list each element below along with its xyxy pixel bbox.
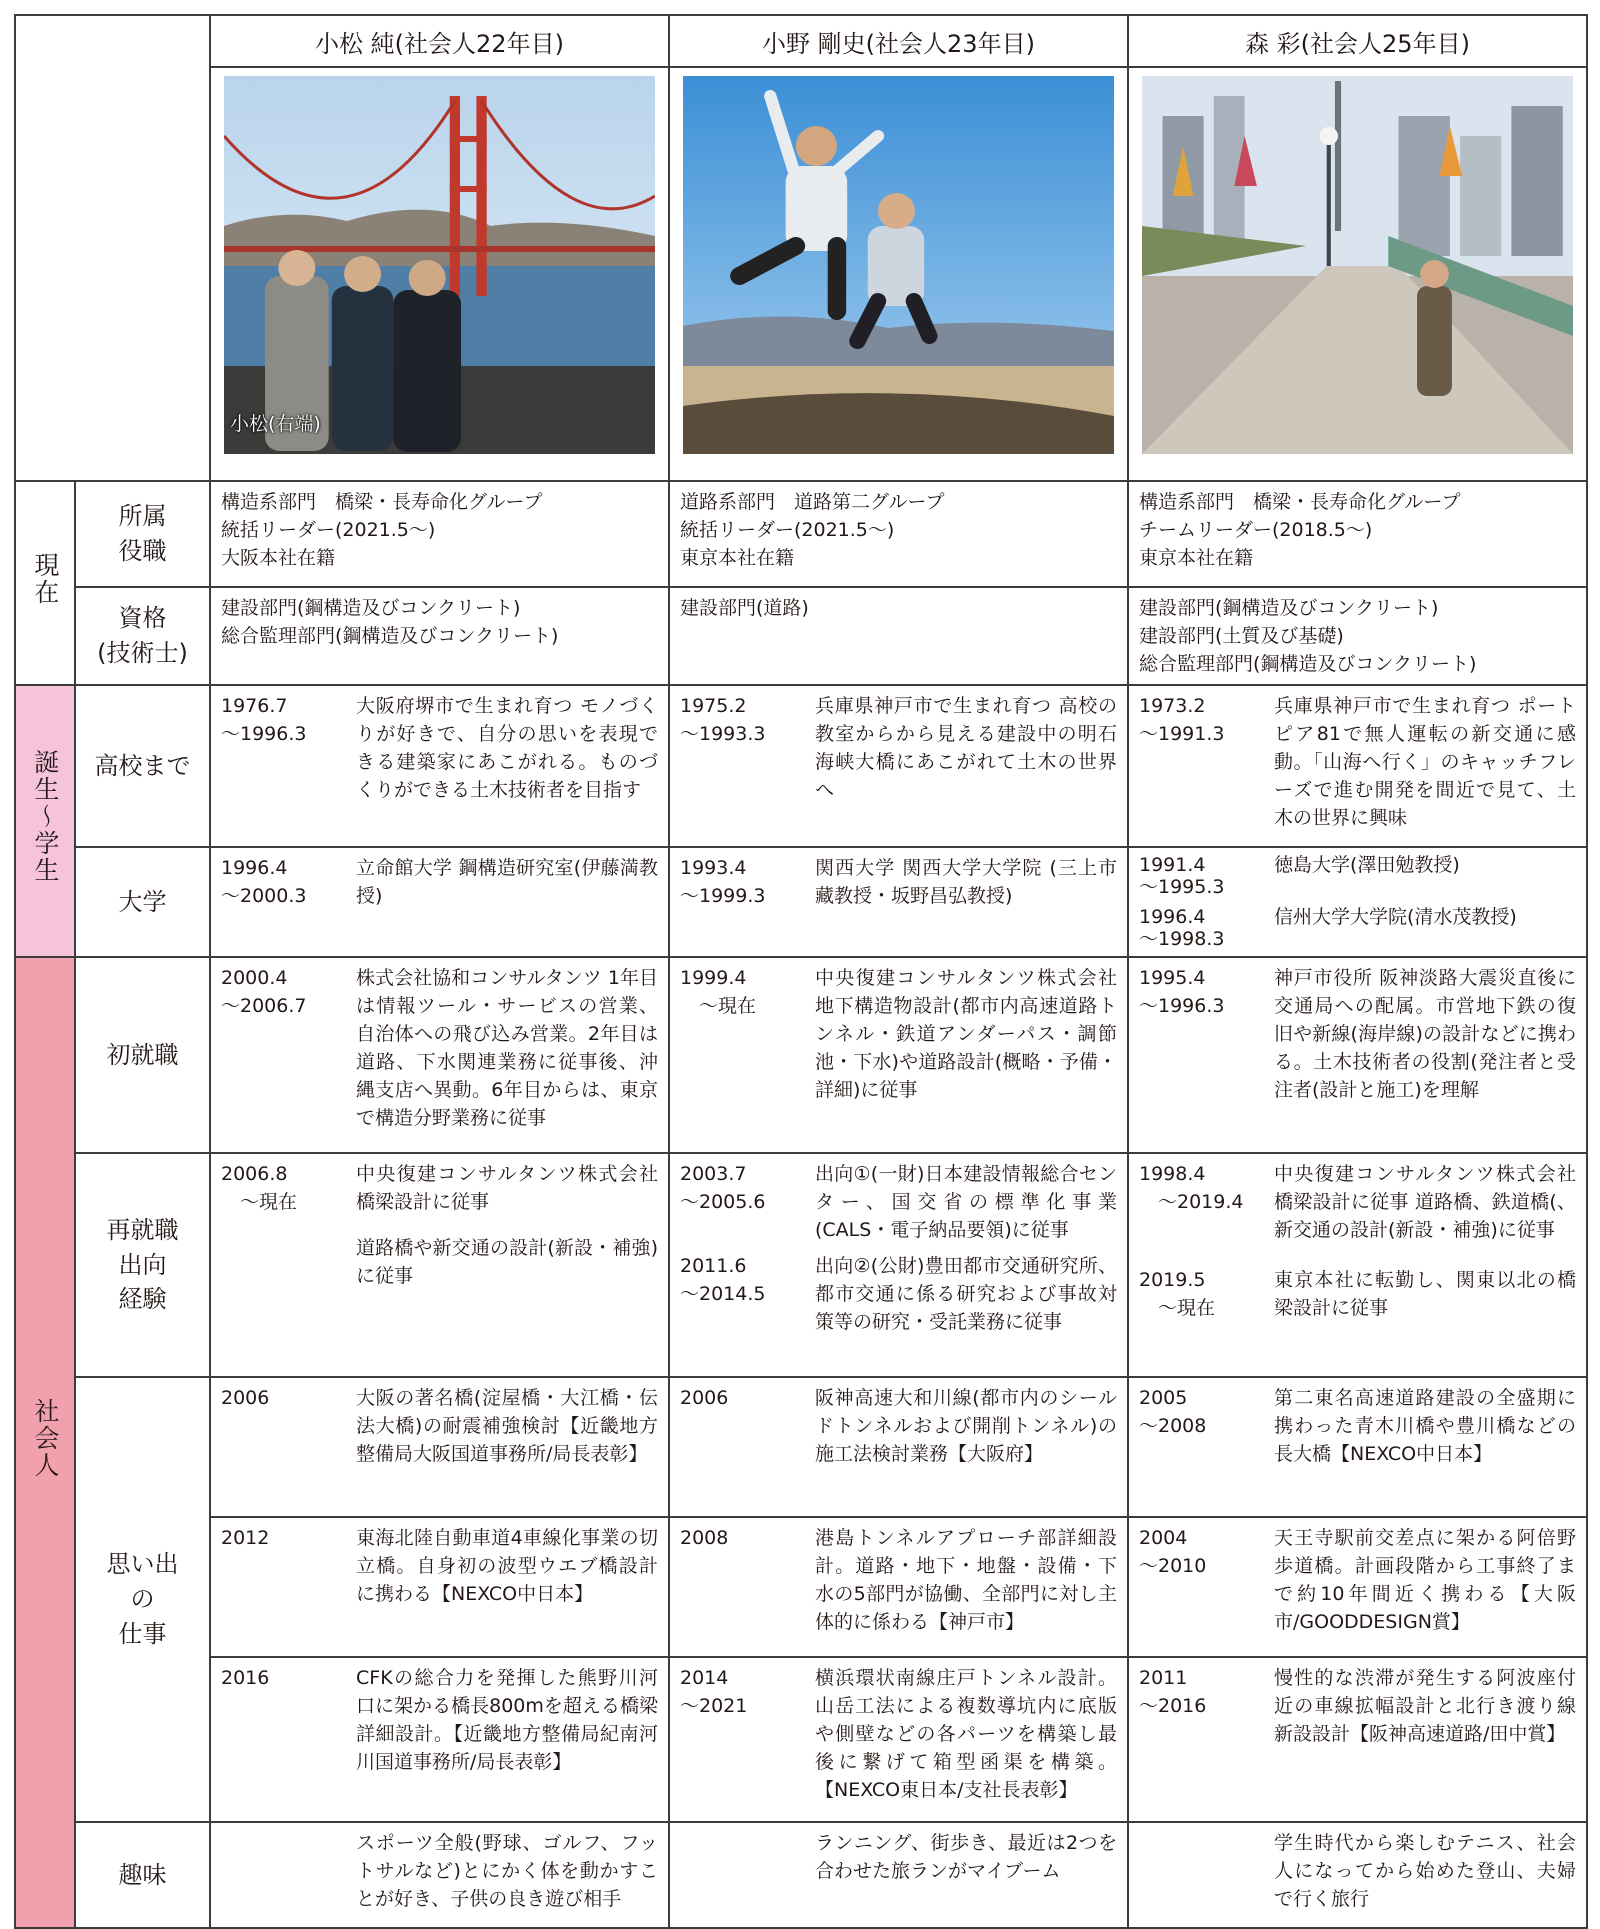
history-cell: [210, 1657, 669, 1822]
qualification-cell: 建設部門(鋼構造及びコンクリート) 総合監理部門(鋼構造及びコンクリート): [210, 587, 669, 685]
history-cell: [210, 847, 669, 957]
history-entry: 2008 港島トンネルアプローチ部詳細設計。道路・地下・地盤・設備・下水の5部門が協働、全部門に対し主体的に係わる【神戸市】: [680, 1527, 1117, 1633]
history-entry: 1996.4 〜2000.3 立命館大学 鋼構造研究室(伊藤満教授): [221, 857, 658, 907]
category-hobby: 趣味: [75, 1822, 210, 1928]
person-name: 小松 純(社会人22年目): [210, 15, 669, 67]
category-high-school: 高校まで: [75, 685, 210, 847]
history-entry: 2011.6 〜2014.5 出向②(公財)豊田都市交通研究所、都市交通に係る研究および事故対策等の研究・受託業務に従事: [680, 1255, 1117, 1333]
history-entry: 2011 〜2016 慢性的な渋滞が発生する阿波座付近の車線拡幅設計と北行き渡り線新設設計【阪神高速道路/田中賞】: [1139, 1667, 1576, 1745]
category-memorable: 思い出 の 仕事: [75, 1377, 210, 1822]
photo-jump: [683, 76, 1114, 454]
affiliation-cell: 構造系部門 橋梁・長寿命化グループ 統括リーダー(2021.5〜) 大阪本社在籍: [210, 481, 669, 587]
history-entry: 1975.2 〜1993.3 兵庫県神戸市で生まれ育つ 高校の教室からから見える建設中の明石海峡大橋にあこがれて土木の世界へ: [680, 695, 1117, 801]
history-entry: 2016 CFKの総合力を発揮した熊野川河口に架かる橋長800mを超える橋梁詳細設計。【近畿地方整備局紀南河川国道事務所/局長表彰】: [221, 1667, 658, 1773]
photo-cell: [669, 67, 1128, 481]
history-cell: [669, 685, 1128, 847]
history-entry: 1976.7 〜1996.3 大阪府堺市で生まれ育つ モノづくりが好きで、自分の思いを表現できる建築家にあこがれる。ものづくりができる土木技術者を目指す: [221, 695, 658, 801]
group-student: 誕生〜学生: [15, 685, 75, 957]
history-cell: [210, 1377, 669, 1517]
history-cell: [669, 1517, 1128, 1657]
category-first-job: 初就職: [75, 957, 210, 1153]
photo-caption: 小松(右端): [230, 413, 321, 435]
group-worker: 社会人: [15, 957, 75, 1928]
history-cell: [669, 1657, 1128, 1822]
history-cell: [1128, 1377, 1587, 1517]
history-entry: 2000.4 〜2006.7 株式会社協和コンサルタンツ 1年目は情報ツール・サービスの営業、自治体への飛び込み営業。2年目は道路、下水関連業務に従事後、沖縄支店へ異動。6年目からは、東京で構造分野業務に従事: [221, 967, 658, 1129]
history-entry: 1973.2 〜1991.3 兵庫県神戸市で生まれ育つ ポートピア81で無人運転の新交通に感動。「山海へ行く」のキャッチフレーズで進む開発を間近で見て、土木の世界に興味: [1139, 695, 1576, 829]
history-entry: 1993.4 〜1999.3 関西大学 関西大学大学院 (三上市藏教授・坂野昌弘教授): [680, 857, 1117, 907]
category-reemployment: 再就職 出向 経験: [75, 1153, 210, 1377]
qualification-cell: 建設部門(鋼構造及びコンクリート) 建設部門(土質及び基礎) 総合監理部門(鋼構造及びコンクリート): [1128, 587, 1587, 685]
history-cell: [210, 1517, 669, 1657]
history-cell: [210, 957, 669, 1153]
history-entry: 2006.8 〜現在 中央復建コンサルタンツ株式会社 橋梁設計に従事: [221, 1163, 658, 1213]
photo-golden-gate: [224, 76, 655, 454]
history-entry: 1995.4 〜1996.3 神戸市役所 阪神淡路大震災直後に交通局への配属。市営地下鉄の復旧や新線(海岸線)の設計などに携わる。土木技術者の役割(発注者と受注者(設計と施工)を理解: [1139, 967, 1576, 1101]
photo-cell: [210, 67, 669, 481]
history-cell: [669, 1377, 1128, 1517]
history-cell: [1128, 957, 1587, 1153]
career-comparison-table: [14, 14, 1586, 1908]
history-cell: [1128, 685, 1587, 847]
history-entry: 2006 阪神高速大和川線(都市内のシールドトンネルおよび開削トンネル)の施工法検討業務【大阪府】: [680, 1387, 1117, 1465]
category-affiliation: 所属 役職: [75, 481, 210, 587]
person-name: 小野 剛史(社会人23年目): [669, 15, 1128, 67]
history-entry: 2003.7 〜2005.6 出向①(一財)日本建設情報総合センター、国交省の標準化事業(CALS・電子納品要領)に従事: [680, 1163, 1117, 1241]
history-entry: 2005 〜2008 第二東名高速道路建設の全盛期に携わった青木川橋や豊川橋などの長大橋【NEXCO中日本】: [1139, 1387, 1576, 1465]
history-entry: 2019.5 〜現在 東京本社に転勤し、関東以北の橋梁設計に従事: [1139, 1269, 1576, 1319]
hobby-cell: [669, 1822, 1128, 1928]
history-entry: 1998.4 〜2019.4 中央復建コンサルタンツ株式会社 橋梁設計に従事 道路橋、鉄道橋(、新交通の設計(新設・補強)に従事: [1139, 1163, 1576, 1241]
history-entry: 1999.4 〜現在 中央復建コンサルタンツ株式会社 地下構造物設計(都市内高速道路トンネル・鉄道アンダーパス・調節池・下水)や道路設計(概略・予備・詳細)に従事: [680, 967, 1117, 1101]
person-name: 森 彩(社会人25年目): [1128, 15, 1587, 67]
history-cell: [669, 847, 1128, 957]
photo-sydney: [1142, 76, 1573, 454]
history-entry: 1991.4 〜1995.3 徳島大学(澤田勉教授): [1139, 854, 1460, 898]
affiliation-cell: 道路系部門 道路第二グループ 統括リーダー(2021.5〜) 東京本社在籍: [669, 481, 1128, 587]
history-cell: [1128, 1657, 1587, 1822]
hobby-cell: [1128, 1822, 1587, 1928]
corner-cell: [15, 15, 210, 481]
history-cell: [669, 1153, 1128, 1377]
affiliation-cell: 構造系部門 橋梁・長寿命化グループ チームリーダー(2018.5〜) 東京本社在籍: [1128, 481, 1587, 587]
history-cell: [210, 685, 669, 847]
history-cell: [669, 957, 1128, 1153]
qualification-cell: 建設部門(道路): [669, 587, 1128, 685]
history-entry: 2006 大阪の著名橋(淀屋橋・大江橋・伝法大橋)の耐震補強検討【近畿地方整備局大阪国道事務所/局長表彰】: [221, 1387, 658, 1465]
category-university: 大学: [75, 847, 210, 957]
hobby-entry: 学生時代から楽しむテニス、社会人になってから始めた登山、夫婦で行く旅行: [1274, 1832, 1576, 1910]
history-entry: 1996.4 〜1998.3 信州大学大学院(清水茂教授): [1139, 906, 1517, 950]
history-entry: 2014 〜2021 横浜環状南線庄戸トンネル設計。山岳工法による複数導坑内に底版や側壁などの各パーツを構築し最後に繋げて箱型函渠を構築。【NEXCO東日本/支社長表彰】: [680, 1667, 1117, 1801]
photo-cell: [1128, 67, 1587, 481]
hobby-cell: [210, 1822, 669, 1928]
history-entry: 2012 東海北陸自動車道4車線化事業の切立橋。自身初の波型ウエブ橋設計に携わる【NEXCO中日本】: [221, 1527, 658, 1605]
hobby-entry: スポーツ全般(野球、ゴルフ、フットサルなど)とにかく体を動かすことが好き、子供の良き遊び相手: [356, 1832, 658, 1910]
category-qualification: 資格 (技術士): [75, 587, 210, 685]
history-cell: [210, 1153, 669, 1377]
hobby-entry: ランニング、街歩き、最近は2つを合わせた旅ランがマイブーム: [815, 1832, 1117, 1882]
history-cell: [1128, 1153, 1587, 1377]
history-entry: 道路橋や新交通の設計(新設・補強)に従事: [356, 1237, 658, 1287]
history-cell: [1128, 847, 1587, 957]
history-entry: 2004 〜2010 天王寺駅前交差点に架かる阿倍野歩道橋。計画段階から工事終了まで約10年間近く携わる【大阪市/GOODDESIGN賞】: [1139, 1527, 1576, 1633]
group-current: 現在: [15, 481, 75, 685]
history-cell: [1128, 1517, 1587, 1657]
